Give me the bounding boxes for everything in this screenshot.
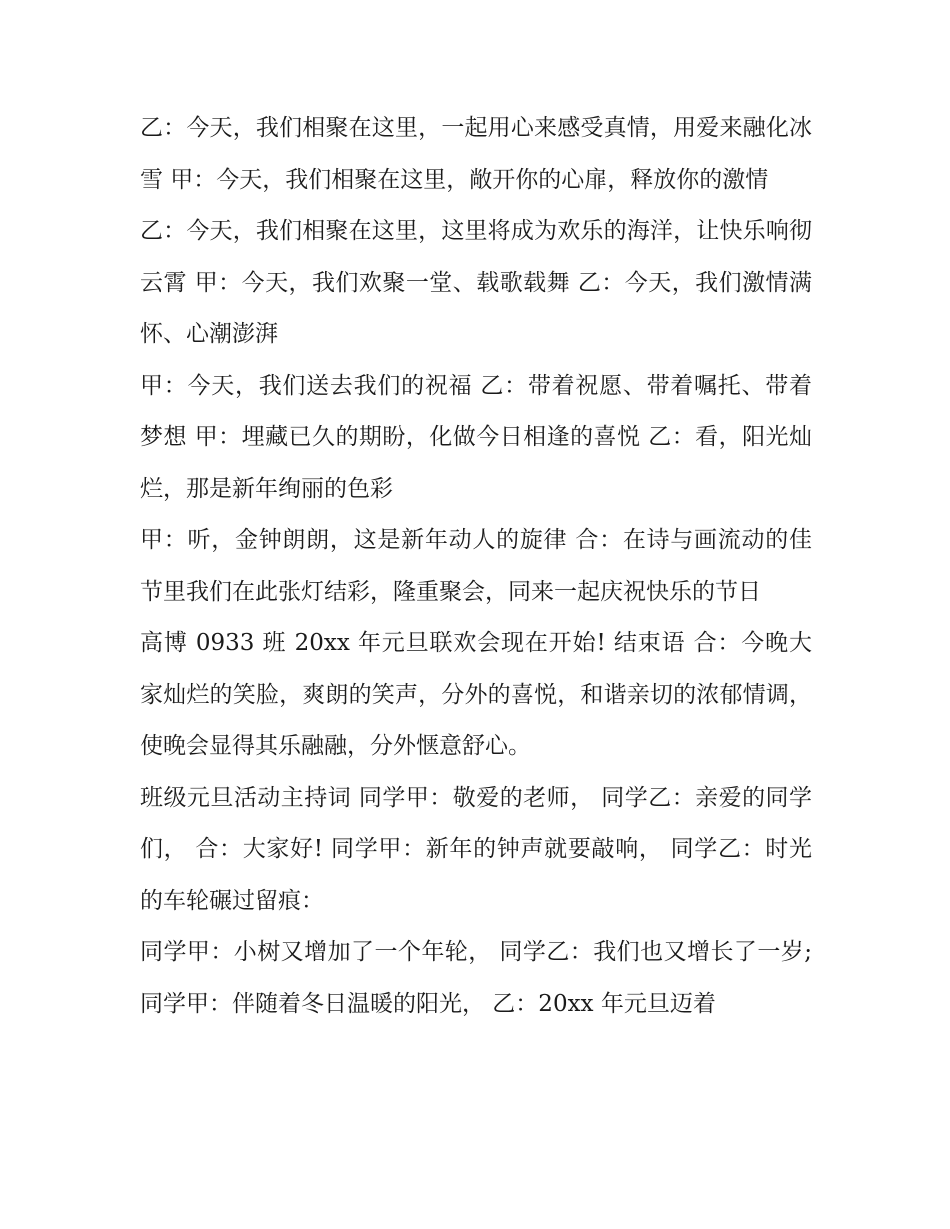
document-body: [140, 103, 812, 1030]
paragraph-6: 班级元旦活动主持词 同学甲：敬爱的老师， 同学乙：亲爱的同学们， 合：大家好! 同学甲：新年的钟声就要敲响， 同学乙：时光的车轮碾过留痕：: [140, 784, 812, 914]
paragraph-1: 乙：今天，我们相聚在这里，一起用心来感受真情，用爱来融化冰雪 甲：今天，我们相聚在这里，敞开你的心扉，释放你的激情: [140, 115, 812, 193]
paragraph-2: 乙：今天，我们相聚在这里，这里将成为欢乐的海洋，让快乐响彻云霄 甲：今天，我们欢聚一堂、载歌载舞 乙：今天，我们激情满怀、心潮澎湃: [140, 218, 812, 347]
paragraph-5: 高博 0933 班 20xx 年元旦联欢会现在开始! 结束语 合：今晚大家灿烂的笑脸，爽朗的笑声，分外的喜悦，和谐亲切的浓郁情调，使晚会显得其乐融融，分外惬意舒心。: [140, 630, 812, 759]
paragraph-3: 甲：今天，我们送去我们的祝福 乙：带着祝愿、带着嘱托、带着梦想 甲：埋藏已久的期盼，化做今日相逢的喜悦 乙：看，阳光灿烂，那是新年绚丽的色彩: [140, 372, 812, 502]
paragraph-4: 甲：听，金钟朗朗，这是新年动人的旋律 合：在诗与画流动的佳节里我们在此张灯结彩，隆重聚会，同来一起庆祝快乐的节日: [140, 527, 812, 605]
paragraph-7: 同学甲：小树又增加了一个年轮， 同学乙：我们也又增长了一岁; 同学甲：伴随着冬日温暖的阳光， 乙：20xx 年元旦迈着: [140, 939, 812, 1017]
